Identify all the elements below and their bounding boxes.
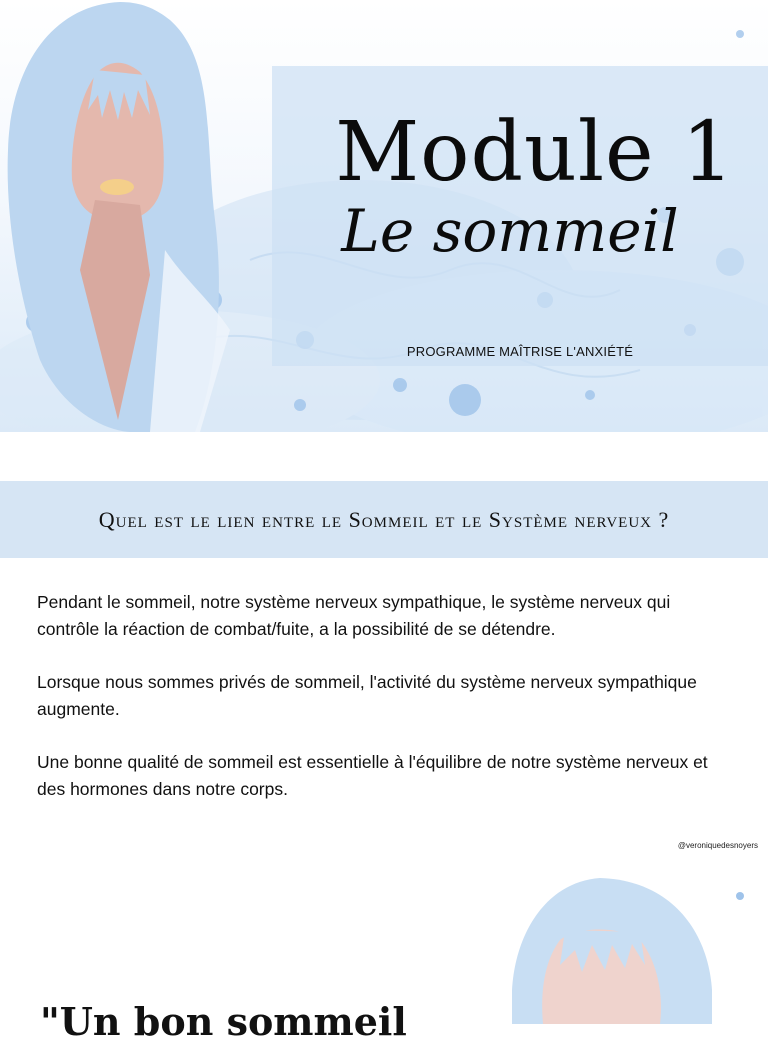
title-box	[272, 66, 768, 366]
paragraph: Pendant le sommeil, notre système nerveux sympathique, le système nerveux qui contrôle la réaction de combat/fuite, a la possibilité de se détendre.	[37, 592, 671, 639]
woman-illustration-small	[512, 878, 712, 1024]
paragraph: Une bonne qualité de sommeil est essentielle à l'équilibre de notre système nerveux et des hormones dans notre corps.	[37, 752, 708, 799]
module-title: Module 1	[335, 105, 735, 200]
section-heading-band	[0, 481, 768, 558]
section-heading: Quel est le lien entre le Sommeil et le Système nerveux ?	[98, 506, 670, 532]
glitter-dot	[736, 892, 744, 900]
author-handle: @veroniquedesnoyers	[677, 841, 758, 850]
next-page-quote: "Un bon sommeil	[40, 999, 407, 1044]
hero-banner	[0, 0, 768, 432]
module-subtitle: Le sommeil	[341, 197, 679, 265]
paragraph: Lorsque nous sommes privés de sommeil, l'activité du système nerveux sympathique augmente.	[37, 672, 697, 719]
program-label: PROGRAMME MAÎTRISE L'ANXIÉTÉ	[406, 344, 634, 359]
body-text	[37, 589, 737, 829]
